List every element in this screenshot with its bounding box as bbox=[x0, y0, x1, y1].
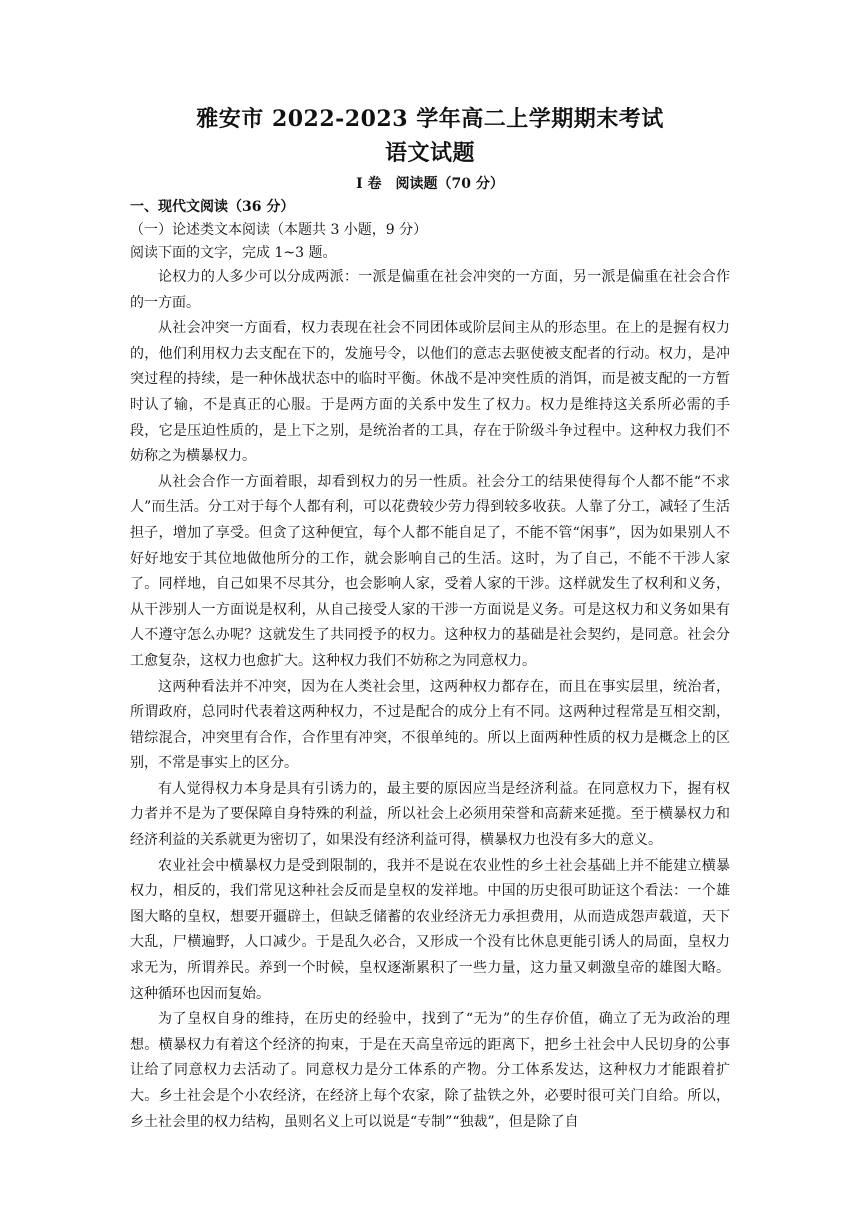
paragraph: 从社会合作一方面着眼，却看到权力的另一性质。社会分工的结果使得每个人都不能“不求人”而生活。分工对于每个人都有利，可以花费较少劳力得到较多收获。人靠了分工，减轻了生活担子，增加了享受。但贪了这种便宜，每个人都不能自足了，不能不管“闲事”，因为如果别人不好好地安于其位地做他所分的工作，就会影响自己的生活。这时，为了自己，不能不干涉人家了。同样地，自己如果不尽其分，也会影响人家，受着人家的干涉。这样就发生了权利和义务，从干涉别人一方面说是权利，从自己接受人家的干涉一方面说是义务。可是这权力和义务如果有人不遵守怎么办呢？这就发生了共同授予的权力。这种权力的基础是社会契约，是同意。社会分工愈复杂，这权力也愈扩大。这种权力我们不妨称之为同意权力。 bbox=[130, 473, 730, 669]
subsection-heading: （一）论述类文本阅读（本题共 3 小题，9 分） bbox=[130, 222, 428, 238]
exam-subject-title: 语文试题 bbox=[384, 140, 475, 166]
section-heading: 一、现代文阅读（36 分） bbox=[130, 199, 295, 215]
article-body bbox=[130, 265, 730, 1135]
paragraph: 这两种看法并不冲突，因为在人类社会里，这两种权力都存在，而且在事实层里，统治者，所谓政府，总同时代表着这两种权力，不过是配合的成分上有不同。这两种过程常是互相交割，错综混合，冲突里有合作，合作里有冲突，不很单纯的。所以上面两种性质的权力是概念上的区别，不常是事实上的区分。 bbox=[130, 678, 730, 772]
reading-instruction: 阅读下面的文字，完成 1~3 题。 bbox=[130, 245, 337, 261]
paragraph: 从社会冲突一方面看，权力表现在社会不同团体或阶层间主从的形态里。在上的是握有权力的，他们利用权力去支配在下的，发施号令，以他们的意志去驱使被支配者的行动。权力，是冲突过程的持续，是一种休战状态中的临时平衡。休战不是冲突性质的消饵，而是被支配的一方暂时认了输，不是真正的心服。于是两方面的关系中发生了权力。权力是维持这关系所必需的手段，它是压迫性质的，是上下之别，是统治者的工具，存在于阶级斗争过程中。这种权力我们不妨称之为横暴权力。 bbox=[130, 320, 730, 465]
paragraph: 论权力的人多少可以分成两派：一派是偏重在社会冲突的一方面，另一派是偏重在社会合作的一方面。 bbox=[130, 269, 730, 311]
paragraph: 农业社会中横暴权力是受到限制的，我并不是说在农业性的乡土社会基础上并不能建立横暴权力，相反的，我们常见这种社会反而是皇权的发祥地。中国的历史很可助证这个看法：一个雄图大略的皇权，想要开疆辟土，但缺乏储蓄的农业经济无力承担费用，从而造成怨声载道，天下大乱，尸横遍野，人口减少。于是乱久必合，又形成一个没有比休息更能引诱人的局面，皇权力求无为，所谓养民。养到一个时候，皇权逐渐累积了一些力量，这力量又刺激皇帝的雄图大略。这种循环也因而复始。 bbox=[130, 857, 730, 1002]
paragraph: 为了皇权自身的维持，在历史的经验中，找到了“无为”的生存价值，确立了无为政治的理想。横暴权力有着这个经济的拘束，于是在天高皇帝远的距离下，把乡土社会中人民切身的公事让给了同意权力去活动了。同意权力是分工体系的产物。分工体系发达，这种权力才能跟着扩大。乡土社会是个小农经济，在经济上每个农家，除了盐铁之外，必要时很可关门自给。所以，乡土社会里的权力结构，虽则名义上可以说是“专制”“独裁”，但是除了自 bbox=[130, 1011, 730, 1130]
part-label: I 卷 阅读题（70 分） bbox=[356, 176, 504, 192]
exam-title: 雅安市 2022-2023 学年高二上学期期末考试 bbox=[196, 106, 664, 132]
paragraph: 有人觉得权力本身是具有引诱力的，最主要的原因应当是经济利益。在同意权力下，握有权力者并不是为了要保障自身特殊的利益，所以社会上必须用荣誉和高薪来延揽。至于横暴权力和经济利益的关系就更为密切了，如果没有经济利益可得，横暴权力也没有多大的意义。 bbox=[130, 780, 730, 849]
